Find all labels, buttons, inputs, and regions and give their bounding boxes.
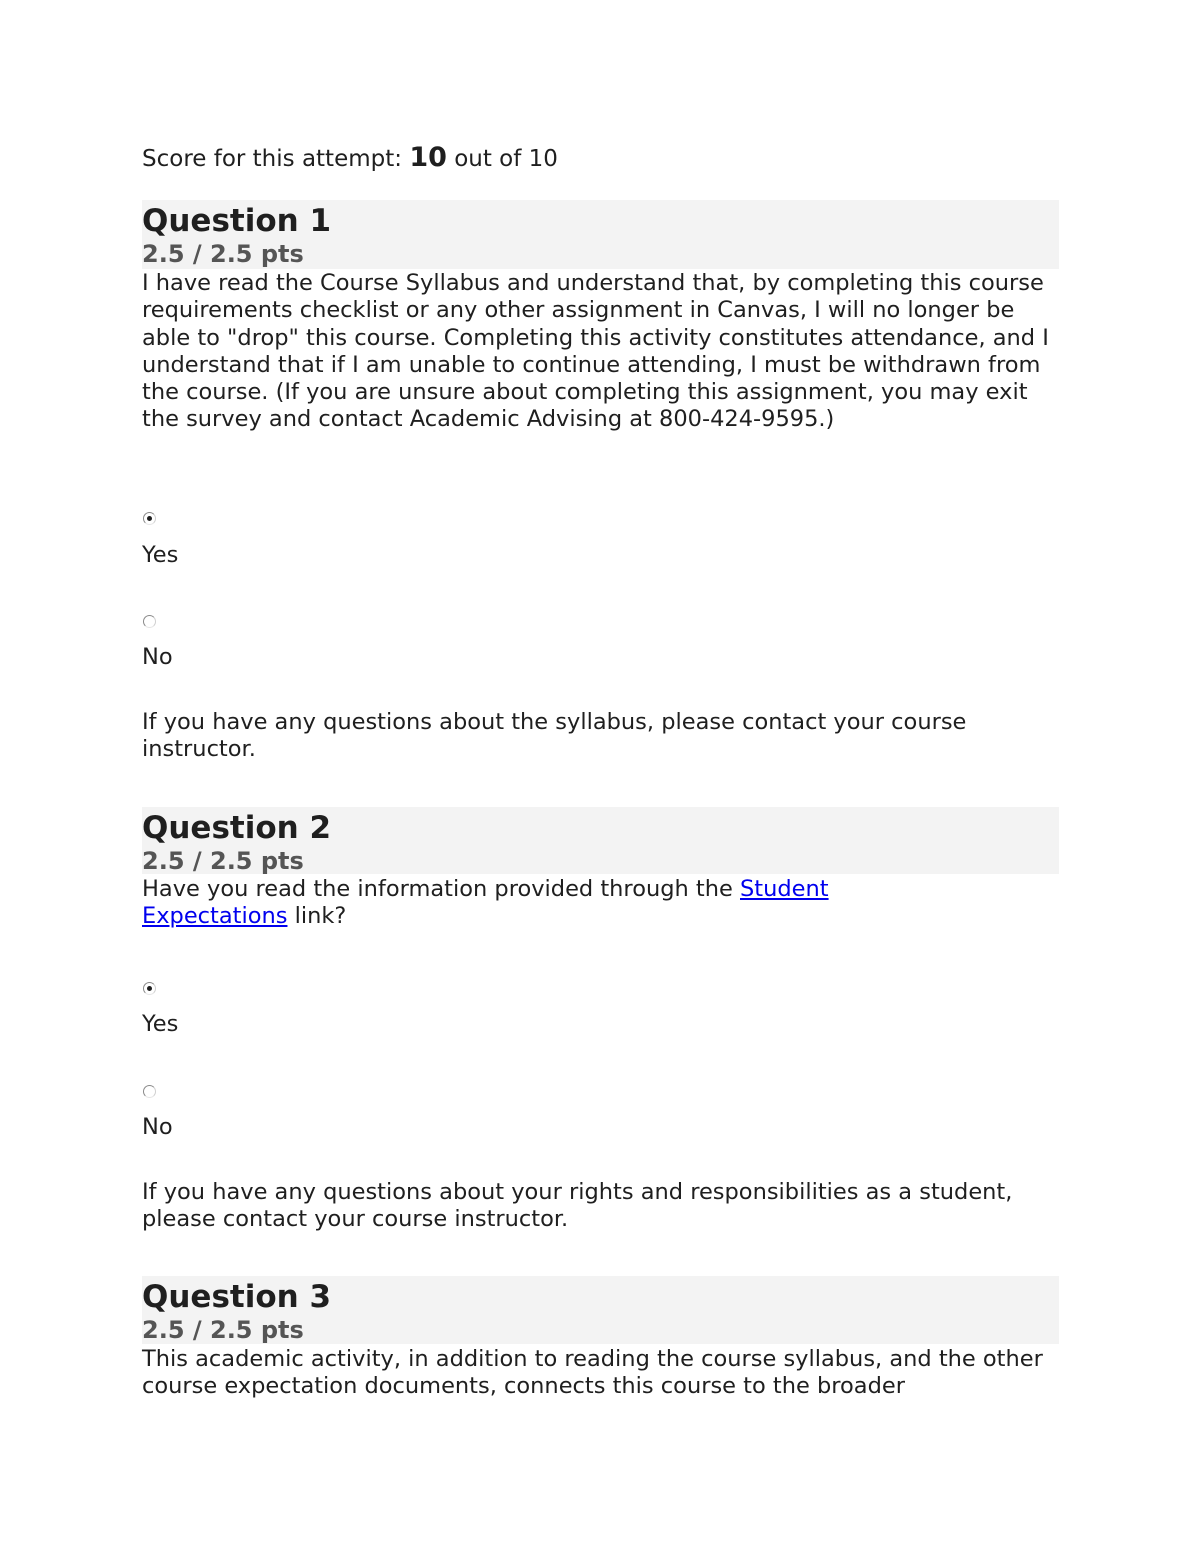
question-3-title: Question 3 [142,1279,332,1315]
attempt-score [142,140,558,177]
question-1-points: 2.5 / 2.5 pts [142,240,304,268]
question-2-text [142,876,882,931]
question-2-title: Question 2 [142,810,332,846]
question-1-yes-label: Yes [142,542,179,568]
question-1-no-label: No [142,644,173,670]
question-3-header [142,1276,1059,1344]
question-1-note: If you have any questions about the syllabus, please contact your course instructor. [142,709,967,763]
question-2-yes-label: Yes [142,1011,179,1037]
student-expectations-link[interactable]: Student Expectations [142,876,829,930]
question-2-text-after: link? [294,903,347,930]
question-2-points: 2.5 / 2.5 pts [142,847,304,875]
score-prefix: Score for this attempt: [142,146,402,172]
score-suffix: out of 10 [454,146,558,172]
question-1-title: Question 1 [142,203,332,239]
question-2-text-before: Have you read the information provided through the [142,876,733,902]
question-1-header [142,200,1059,269]
question-1-yes-radio[interactable] [143,512,156,525]
question-1-text: I have read the Course Syllabus and understand that, by completing this course requirements checklist or any other assignment in Canvas, I will no longer be able to "drop" this course. Completing this activity constitutes attendance, and I understand that if I am unable to continue attending, I must be withdrawn from the course. (If you are unsure about completing this assignment, you may exit the survey and contact Academic Advising at 800-424-9595.) [142,270,1049,433]
question-2-no-radio[interactable] [143,1085,156,1098]
question-3-points: 2.5 / 2.5 pts [142,1316,304,1344]
question-2-header [142,807,1059,874]
question-2-yes-radio[interactable] [143,982,156,995]
question-2-note: If you have any questions about your rights and responsibilities as a student, please contact your course instructor. [142,1179,1013,1233]
question-3-text: This academic activity, in addition to reading the course syllabus, and the other course expectation documents, connects this course to the broader [142,1346,1043,1400]
question-1-no-radio[interactable] [143,615,156,628]
score-value: 10 [409,142,447,173]
question-2-no-label: No [142,1114,173,1140]
